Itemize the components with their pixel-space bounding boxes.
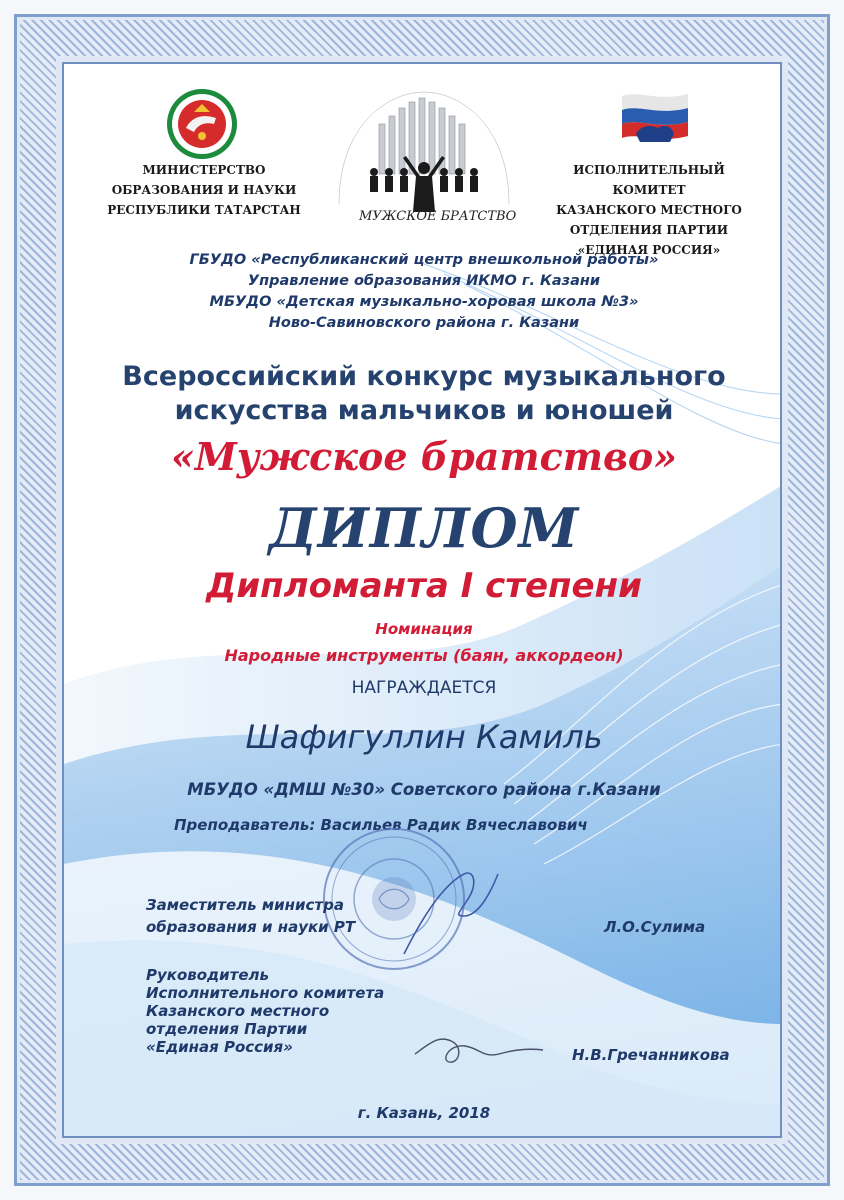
- party-line: «ЕДИНАЯ РОССИЯ»: [577, 243, 721, 257]
- contest-title-line: искусства мальчиков и юношей: [174, 395, 674, 426]
- party-line: ОТДЕЛЕНИЯ ПАРТИИ: [569, 223, 729, 237]
- nomination-label: Номинация: [375, 620, 473, 638]
- signatory-title-line: отделения Партии: [146, 1020, 308, 1038]
- signatory-title-line: Казанского местного: [146, 1002, 330, 1020]
- signatory-title-line: Руководитель: [146, 966, 270, 984]
- signatory-title-line: «Единая Россия»: [146, 1038, 293, 1056]
- contest-title: [64, 360, 782, 428]
- tatarstan-emblem-icon: [164, 86, 240, 162]
- organizer-line: Ново-Савиновского района г. Казани: [268, 315, 580, 331]
- signatory-1-title: [146, 894, 355, 938]
- diploma-heading: ДИПЛОМ: [268, 496, 580, 560]
- contest-logo: [319, 84, 529, 234]
- signatory-2-title: [146, 966, 384, 1056]
- party-committee-block: [544, 160, 754, 260]
- ministry-line: РЕСПУБЛИКИ ТАТАРСТАН: [107, 203, 301, 217]
- organizer-line: ГБУДО «Республиканский центр внешкольной работы»: [189, 252, 659, 268]
- united-russia-logo-icon: [618, 86, 692, 150]
- organizer-line: Управление образования ИКМО г. Казани: [247, 273, 601, 289]
- recipient-school: МБУДО «ДМШ №30» Советского района г.Казани: [187, 780, 661, 799]
- nomination-value: Народные инструменты (баян, аккордеон): [224, 646, 624, 665]
- diploma-degree: Дипломанта I степени: [206, 566, 642, 606]
- signature-2-scribble-icon: [409, 1024, 549, 1074]
- signatory-1-name: Л.О.Сулима: [604, 918, 706, 936]
- certificate-body: [62, 62, 782, 1138]
- organizer-line: МБУДО «Детская музыкально-хоровая школа №3»: [209, 294, 639, 310]
- contest-logo-text: МУЖСКОЕ БРАТСТВО: [359, 209, 517, 224]
- party-line: КАЗАНСКОГО МЕСТНОГО: [556, 203, 742, 217]
- ministry-block: [104, 160, 304, 220]
- signatory-2-name: Н.В.Гречанникова: [572, 1046, 730, 1064]
- contest-title-line: Всероссийский конкурс музыкального: [122, 361, 726, 392]
- contest-name: «Мужское братство»: [170, 434, 677, 479]
- signatory-title-line: Заместитель министра: [146, 896, 344, 914]
- awarded-label: НАГРАЖДАЕТСЯ: [351, 678, 497, 698]
- party-line: ИСПОЛНИТЕЛЬНЫЙ КОМИТЕТ: [573, 163, 725, 197]
- recipient-name: Шафигуллин Камиль: [245, 718, 603, 756]
- ministry-line: МИНИСТЕРСТВО: [142, 163, 266, 177]
- city-year: г. Казань, 2018: [357, 1104, 491, 1122]
- ministry-line: ОБРАЗОВАНИЯ И НАУКИ: [111, 183, 297, 197]
- signatory-title-line: образования и науки РТ: [146, 918, 356, 936]
- signatory-title-line: Исполнительного комитета: [146, 984, 385, 1002]
- teacher-line: Преподаватель: Васильев Радик Вячеславович: [174, 816, 588, 834]
- organizers-list: [64, 250, 782, 334]
- signature-scribble-icon: [394, 854, 514, 964]
